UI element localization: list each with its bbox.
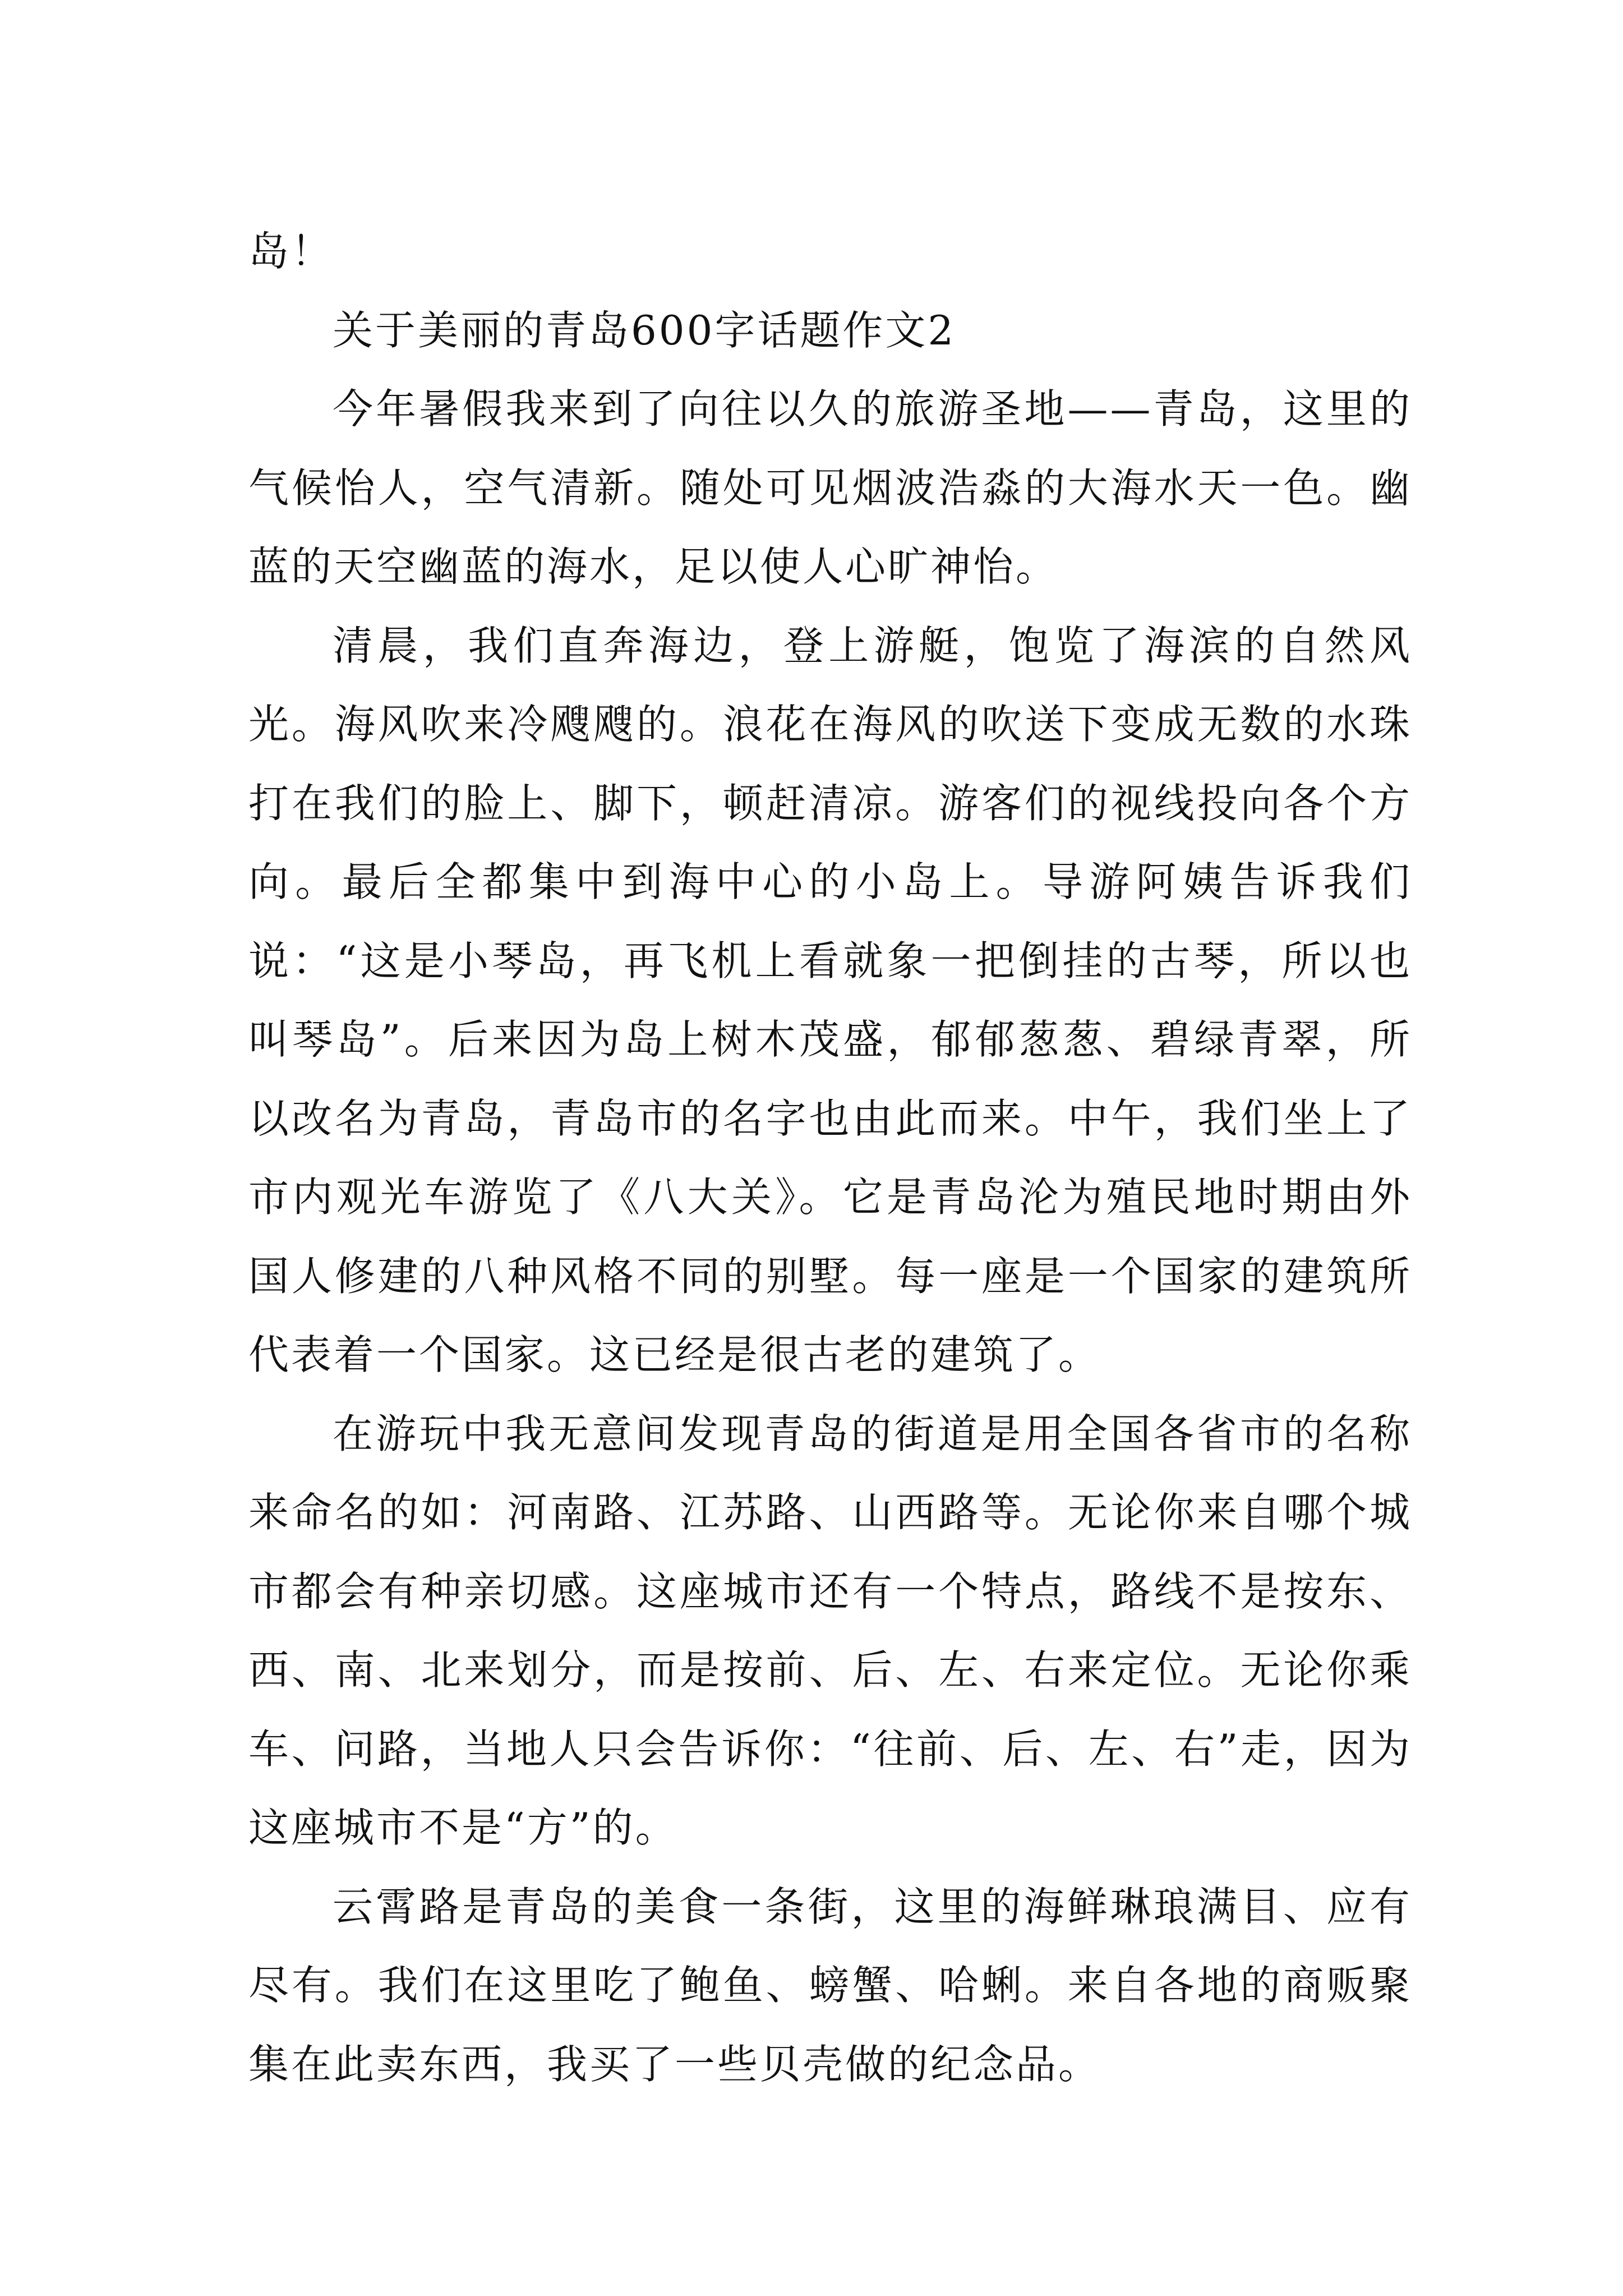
paragraph: 云霄路是青岛的美食一条街，这里的海鲜琳琅满目、应有尽有。我们在这里吃了鲍鱼、螃蟹、哈蜊。来自各地的商贩聚集在此卖东西，我买了一些贝壳做的纪念品。 [248,1883,1412,2088]
paragraph: 清晨，我们直奔海边，登上游艇，饱览了海滨的自然风光。海风吹来冷飕飕的。浪花在海风的吹送下变成无数的水珠打在我们的脸上、脚下，顿赶清凉。游客们的视线投向各个方向。最后全都集中到海中心的小岛上。导游阿姨告诉我们说：“这是小琴岛，再飞机上看就象一把倒挂的古琴，所以也叫琴岛”。后来因为岛上树木茂盛，郁郁葱葱、碧绿青翠，所以改名为青岛，青岛市的名字也由此而来。中午，我们坐上了市内观光车游览了《八大关》。它是青岛沦为殖民地时期由外国人修建的八种风格不同的别墅。每一座是一个国家的建筑所代表着一个国家。这已经是很古老的建筑了。 [248,622,1412,1378]
paragraph: 今年暑假我来到了向往以久的旅游圣地——青岛，这里的气候怡人，空气清新。随处可见烟波浩淼的大海水天一色。幽蓝的天空幽蓝的海水，足以使人心旷神怡。 [248,385,1412,590]
paragraph: 在游玩中我无意间发现青岛的街道是用全国各省市的名称来命名的如：河南路、江苏路、山西路等。无论你来自哪个城市都会有种亲切感。这座城市还有一个特点，路线不是按东、西、南、北来划分，而是按前、后、左、右来定位。无论你乘车、问路，当地人只会告诉你：“往前、后、左、右”走，因为这座城市不是“方”的。 [248,1410,1412,1851]
essay-body [248,212,1412,2104]
essay-title: 关于美丽的青岛600字话题作文2 [333,306,956,354]
continuation-line: 岛！ [248,228,334,275]
